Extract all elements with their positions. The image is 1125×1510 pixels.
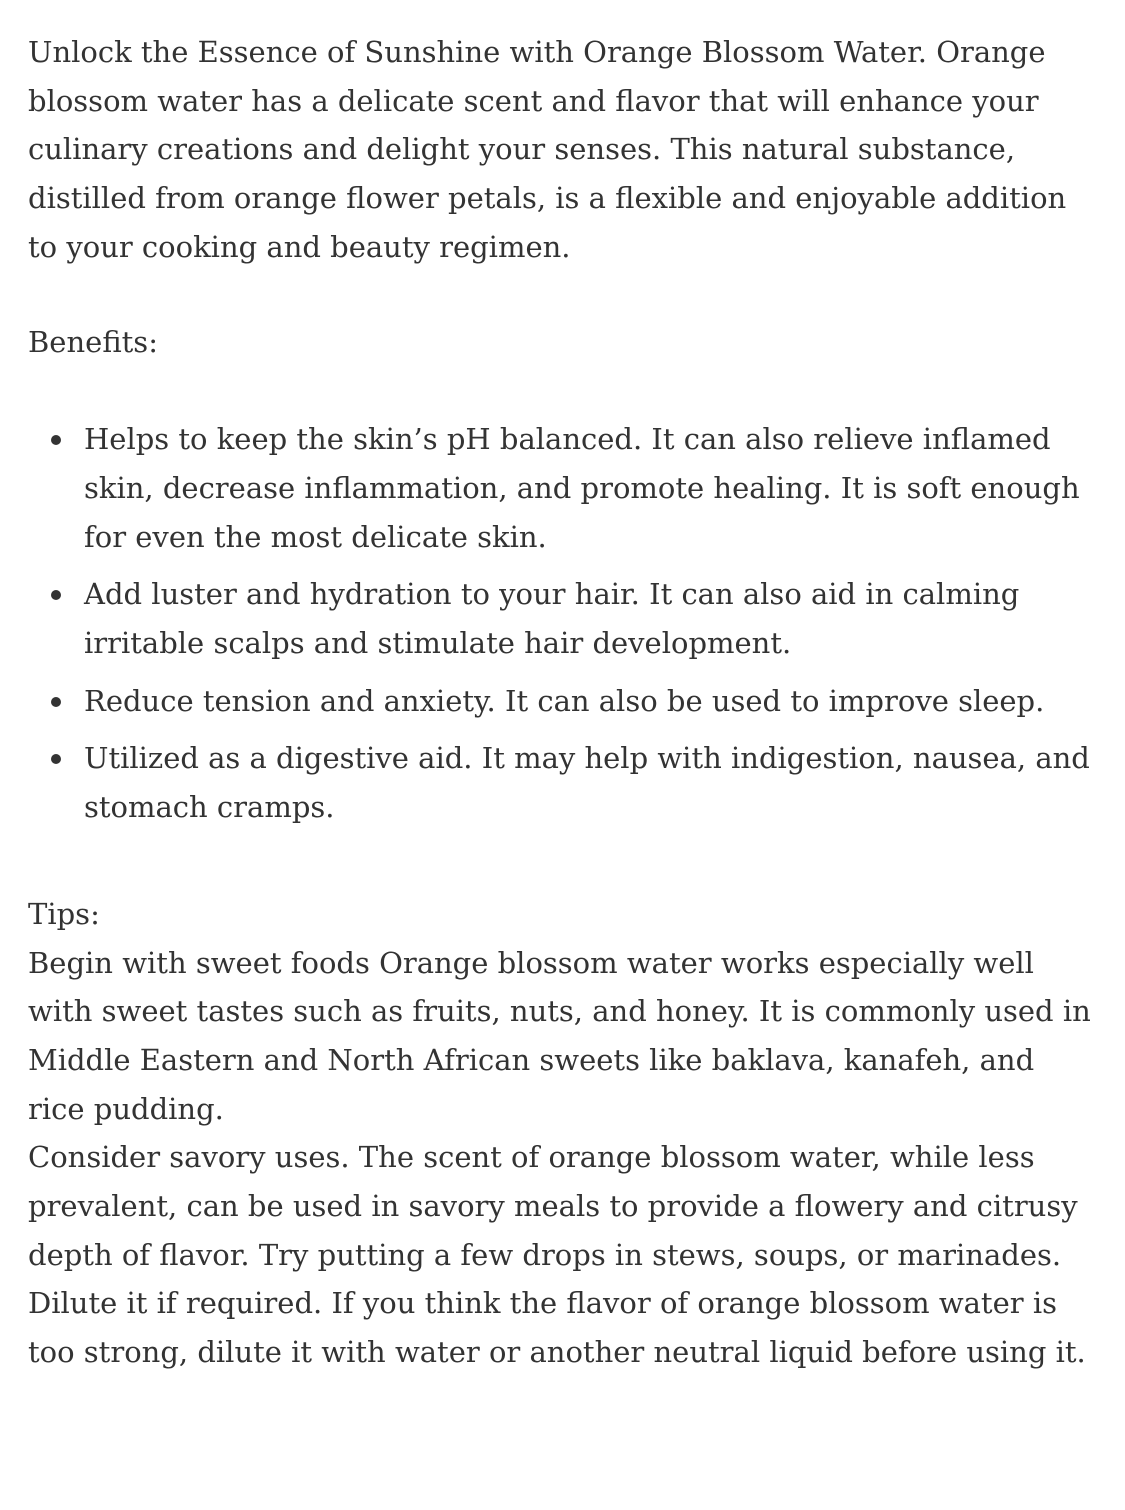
benefit-text: Helps to keep the skin’s pH balanced. It can also relieve inflamed skin, decrease inflammation, and promote healing. It is soft enough for even the most delicate skin. [84,422,1080,554]
tip-paragraph: Begin with sweet foods Orange blossom water works especially well with sweet tastes such as fruits, nuts, and honey. It is commonly used in Middle Eastern and North African sweets like baklava, kanafeh, and rice pudding. [28,945,1091,1126]
list-item [84,570,1098,667]
bullet-icon [51,754,61,764]
tip-paragraph: Consider savory uses. The scent of orange blossom water, while less prevalent, can be used in savory meals to provide a flowery and citrusy depth of flavor. Try putting a few drops in stews, soups, or marinades. [28,1140,1078,1272]
benefit-text: Utilized as a digestive aid. It may help with indigestion, nausea, and stomach cramps. [84,741,1090,825]
tip-paragraph: Dilute it if required. If you think the flavor of orange blossom water is too strong, dilute it with water or another neutral liquid before using it. [28,1286,1086,1370]
benefits-heading: Benefits: [28,324,158,359]
benefit-text: Add luster and hydration to your hair. It can also aid in calming irritable scalps and stimulate hair development. [84,577,1020,661]
bullet-icon [51,697,61,707]
benefit-text: Reduce tension and anxiety. It can also be used to improve sleep. [84,683,1045,718]
benefits-list [28,415,1098,832]
tips-heading: Tips: [28,896,100,931]
article-body [28,28,1098,1377]
list-item [84,734,1098,831]
bullet-icon [51,590,61,600]
list-item [84,677,1098,726]
list-item [84,415,1098,561]
bullet-icon [51,435,61,445]
intro-paragraph: Unlock the Essence of Sunshine with Orange Blossom Water. Orange blossom water has a delicate scent and flavor that will enhance your culinary creations and delight your senses. This natural substance, distilled from orange flower petals, is a flexible and enjoyable addition to your cooking and beauty regimen. [28,35,1067,264]
